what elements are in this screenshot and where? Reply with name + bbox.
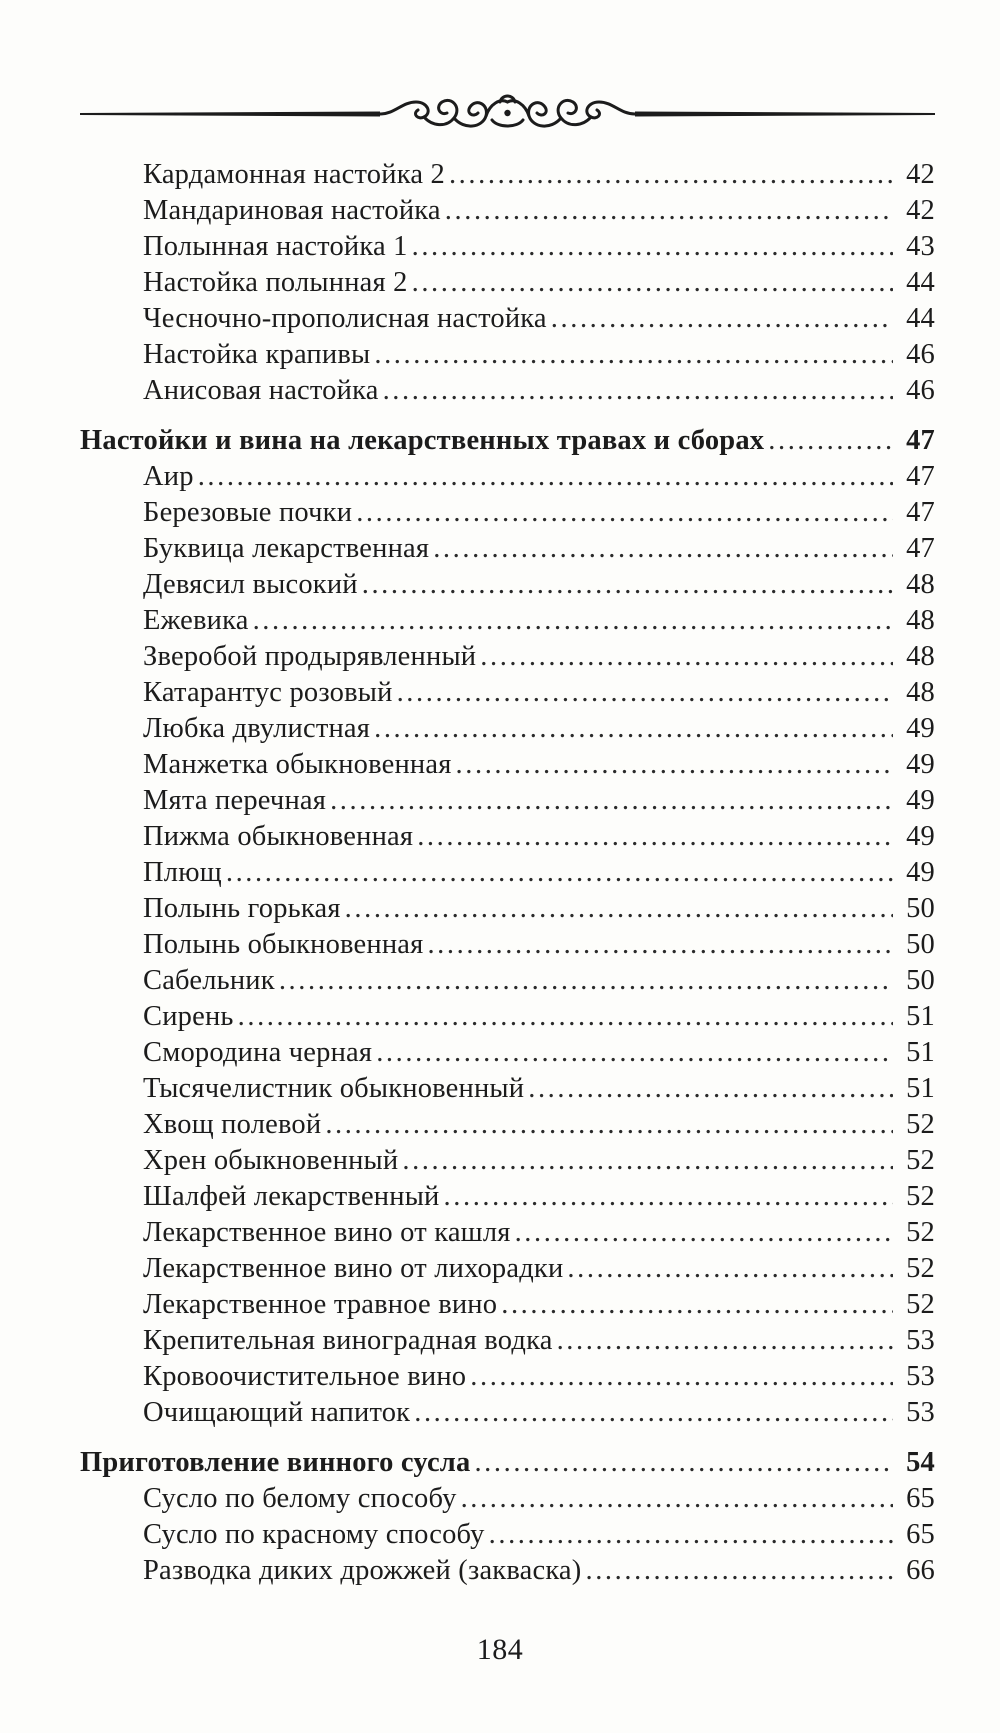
toc-entry[interactable] xyxy=(80,819,935,855)
toc-entry[interactable] xyxy=(80,639,935,675)
dot-leader xyxy=(383,373,893,409)
toc-entry-page: 65 xyxy=(906,1519,935,1550)
toc-entry-page: 51 xyxy=(906,1001,935,1032)
toc-entry[interactable] xyxy=(80,495,935,531)
toc-section-title: Настойки и вина на лекарственных травах и сборах xyxy=(80,425,765,456)
toc-entry-page: 48 xyxy=(906,569,935,600)
dot-leader xyxy=(470,1359,893,1395)
dot-leader xyxy=(501,1287,893,1323)
toc-entry-title: Сабельник xyxy=(143,965,275,996)
toc-entry-title: Чесночно-прополисная настойка xyxy=(143,303,547,334)
toc-entry-page: 52 xyxy=(906,1289,935,1320)
toc-entry-page: 48 xyxy=(906,677,935,708)
toc-entry-page: 44 xyxy=(906,267,935,298)
toc-entry-page: 65 xyxy=(906,1483,935,1514)
toc-entry[interactable] xyxy=(80,963,935,999)
toc-entry-title: Катарантус розовый xyxy=(143,677,393,708)
toc-entry[interactable] xyxy=(80,1107,935,1143)
toc-entry-page: 47 xyxy=(906,461,935,492)
dot-leader xyxy=(325,1107,893,1143)
toc-entry[interactable] xyxy=(80,1071,935,1107)
dot-leader xyxy=(528,1071,893,1107)
dot-leader xyxy=(402,1143,893,1179)
toc-entry[interactable] xyxy=(80,675,935,711)
toc-entry-page: 53 xyxy=(906,1397,935,1428)
toc-entry-page: 52 xyxy=(906,1217,935,1248)
toc-entry[interactable] xyxy=(80,1287,935,1323)
toc-entry-title: Мандариновая настойка xyxy=(143,195,441,226)
toc-entry-page: 51 xyxy=(906,1073,935,1104)
toc-entry[interactable] xyxy=(80,531,935,567)
dot-leader xyxy=(557,1323,893,1359)
toc-entry-page: 42 xyxy=(906,195,935,226)
toc-entry[interactable] xyxy=(80,193,935,229)
toc-entry-page: 66 xyxy=(906,1555,935,1586)
toc-entry-title: Буквица лекарственная xyxy=(143,533,430,564)
toc-entry[interactable] xyxy=(80,999,935,1035)
toc-entry-title: Девясил высокий xyxy=(143,569,358,600)
toc-entry[interactable] xyxy=(80,265,935,301)
toc-entry[interactable] xyxy=(80,783,935,819)
toc-entry-title: Манжетка обыкновенная xyxy=(143,749,452,780)
toc-entry-page: 47 xyxy=(906,533,935,564)
toc-entry[interactable] xyxy=(80,747,935,783)
toc-entry-page: 48 xyxy=(906,605,935,636)
dot-leader xyxy=(238,999,893,1035)
toc-section-page: 54 xyxy=(906,1447,935,1478)
toc-entry-page: 49 xyxy=(906,713,935,744)
toc-entry[interactable] xyxy=(80,711,935,747)
toc-entry-title: Лекарственное вино от лихорадки xyxy=(143,1253,564,1284)
toc-entry[interactable] xyxy=(80,373,935,409)
toc-entry-page: 48 xyxy=(906,641,935,672)
dot-leader xyxy=(445,193,893,229)
dot-leader xyxy=(253,603,893,639)
page-number: 184 xyxy=(476,1633,524,1666)
toc-entry-page: 49 xyxy=(906,821,935,852)
toc-entry-title: Полынь горькая xyxy=(143,893,341,924)
toc-entry-title: Кровоочистительное вино xyxy=(143,1361,467,1392)
toc-entry-title: Сирень xyxy=(143,1001,234,1032)
dot-leader xyxy=(474,1445,893,1481)
dot-leader xyxy=(768,423,893,459)
toc-entry-title: Ежевика xyxy=(143,605,249,636)
dot-leader xyxy=(551,301,893,337)
toc-entry-title: Смородина черная xyxy=(143,1037,373,1068)
toc-entry[interactable] xyxy=(80,1215,935,1251)
toc-entry[interactable] xyxy=(80,1553,935,1589)
toc-entry[interactable] xyxy=(80,1395,935,1431)
dot-leader xyxy=(417,819,893,855)
toc-entry-title: Аир xyxy=(143,461,194,492)
dot-leader xyxy=(489,1517,893,1553)
dot-leader xyxy=(279,963,893,999)
toc-entry[interactable] xyxy=(80,1517,935,1553)
dot-leader xyxy=(374,711,893,747)
toc-entry-page: 51 xyxy=(906,1037,935,1068)
toc-entry[interactable] xyxy=(80,229,935,265)
toc-entry-page: 43 xyxy=(906,231,935,262)
dot-leader xyxy=(376,1035,893,1071)
toc-entry-title: Шалфей лекарственный xyxy=(143,1181,440,1212)
table-of-contents xyxy=(80,157,935,1589)
toc-entry[interactable] xyxy=(80,1359,935,1395)
dot-leader xyxy=(456,747,893,783)
toc-entry-title: Сусло по красному способу xyxy=(143,1519,485,1550)
dot-leader xyxy=(412,229,893,265)
toc-entry-title: Сусло по белому способу xyxy=(143,1483,457,1514)
toc-entry[interactable] xyxy=(80,1481,935,1517)
toc-entry-title: Тысячелистник обыкновенный xyxy=(143,1073,525,1104)
dot-leader xyxy=(585,1553,893,1589)
dot-leader xyxy=(461,1481,893,1517)
toc-entry-title: Любка двулистная xyxy=(143,713,371,744)
dot-leader xyxy=(356,495,893,531)
toc-entry[interactable] xyxy=(80,567,935,603)
toc-entry[interactable] xyxy=(80,301,935,337)
dot-leader xyxy=(397,675,893,711)
dot-leader xyxy=(444,1179,893,1215)
dot-leader xyxy=(226,855,893,891)
toc-entry[interactable] xyxy=(80,927,935,963)
dot-leader xyxy=(362,567,893,603)
toc-entry-page: 50 xyxy=(906,929,935,960)
toc-entry-title: Зверобой продырявленный xyxy=(143,641,477,672)
toc-section-heading[interactable] xyxy=(80,1445,935,1481)
dot-leader xyxy=(330,783,893,819)
toc-entry-page: 52 xyxy=(906,1181,935,1212)
toc-section-page: 47 xyxy=(906,425,935,456)
toc-entry-title: Очищающий напиток xyxy=(143,1397,411,1428)
toc-entry-title: Лекарственное травное вино xyxy=(143,1289,498,1320)
toc-section-heading[interactable] xyxy=(80,423,935,459)
toc-entry-page: 49 xyxy=(906,749,935,780)
dot-leader xyxy=(433,531,893,567)
dot-leader xyxy=(427,927,893,963)
dot-leader xyxy=(374,337,893,373)
toc-entry-page: 49 xyxy=(906,857,935,888)
dot-leader xyxy=(480,639,893,675)
toc-entry-title: Мята перечная xyxy=(143,785,327,816)
toc-entry-title: Березовые почки xyxy=(143,497,353,528)
dot-leader xyxy=(414,1395,893,1431)
toc-entry[interactable] xyxy=(80,603,935,639)
toc-entry-title: Разводка диких дрожжей (закваска) xyxy=(143,1555,582,1586)
toc-entry-title: Пижма обыкновенная xyxy=(143,821,414,852)
toc-entry-page: 50 xyxy=(906,893,935,924)
toc-entry-title: Кардамонная настойка 2 xyxy=(143,159,445,190)
toc-entry-page: 52 xyxy=(906,1109,935,1140)
header-ornament-icon xyxy=(80,80,935,150)
toc-entry-title: Настойка крапивы xyxy=(143,339,371,370)
dot-leader xyxy=(449,157,893,193)
toc-entry-title: Полынь обыкновенная xyxy=(143,929,424,960)
toc-entry-page: 53 xyxy=(906,1361,935,1392)
toc-entry[interactable] xyxy=(80,1251,935,1287)
toc-entry[interactable] xyxy=(80,1323,935,1359)
toc-entry[interactable] xyxy=(80,855,935,891)
toc-entry-page: 52 xyxy=(906,1253,935,1284)
toc-entry[interactable] xyxy=(80,891,935,927)
toc-entry-title: Крепительная виноградная водка xyxy=(143,1325,553,1356)
toc-entry-page: 44 xyxy=(906,303,935,334)
toc-entry[interactable] xyxy=(80,1035,935,1071)
toc-entry[interactable] xyxy=(80,459,935,495)
dot-leader xyxy=(515,1215,893,1251)
toc-entry[interactable] xyxy=(80,337,935,373)
toc-entry-title: Анисовая настойка xyxy=(143,375,379,406)
toc-entry-page: 47 xyxy=(906,497,935,528)
toc-entry-title: Лекарственное вино от кашля xyxy=(143,1217,511,1248)
toc-entry-title: Полынная настойка 1 xyxy=(143,231,408,262)
toc-entry-page: 52 xyxy=(906,1145,935,1176)
toc-section-title: Приготовление винного сусла xyxy=(80,1447,471,1478)
toc-entry-title: Плющ xyxy=(143,857,222,888)
toc-entry-page: 46 xyxy=(906,339,935,370)
dot-leader xyxy=(412,265,893,301)
dot-leader xyxy=(345,891,893,927)
toc-entry-page: 49 xyxy=(906,785,935,816)
toc-entry-title: Настойка полынная 2 xyxy=(143,267,408,298)
toc-entry[interactable] xyxy=(80,157,935,193)
toc-entry-page: 46 xyxy=(906,375,935,406)
toc-entry[interactable] xyxy=(80,1179,935,1215)
toc-entry-page: 53 xyxy=(906,1325,935,1356)
dot-leader xyxy=(567,1251,893,1287)
toc-entry[interactable] xyxy=(80,1143,935,1179)
dot-leader xyxy=(198,459,893,495)
toc-entry-page: 50 xyxy=(906,965,935,996)
toc-entry-title: Хвощ полевой xyxy=(143,1109,322,1140)
toc-entry-page: 42 xyxy=(906,159,935,190)
toc-entry-title: Хрен обыкновенный xyxy=(143,1145,399,1176)
